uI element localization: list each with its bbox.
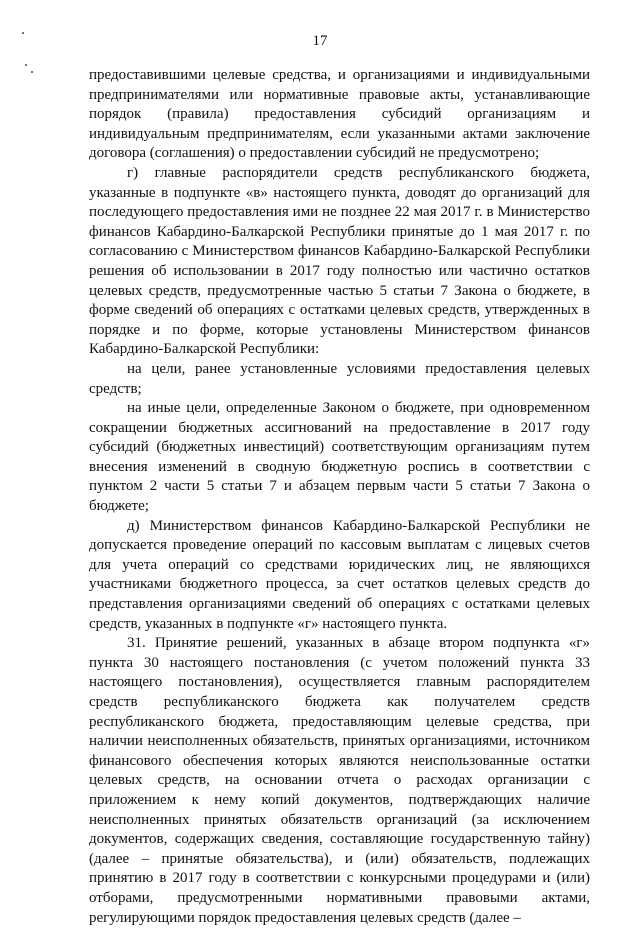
scan-speck xyxy=(25,64,27,66)
paragraph-purpose-other: на иные цели, определенные Законом о бюджете, при одновременном сокращении бюджетных ассигнований на предоставление в 2017 году субсидий (бюджетных инвестиций) соответствующим организациям путем внесения изменений в сводную бюджетную роспись в соответствии с пунктом 2 части 5 статьи 7 и абзацем первым части 5 статьи 7 Закона о бюджете; xyxy=(89,400,590,515)
page-number: 17 xyxy=(312,33,328,49)
paragraph-subitem-g: г) главные распорядители средств республиканского бюджета, указанные в подпункте «в» настоящего пункта, доводят до организаций для последующего предоставления ими не позднее 22 мая 2017 г. в Министерство финансов Кабардино-Балкарской Республики принятые до 1 мая 2017 г. по согласованию с Министерством финансов Кабардино-Балкарской Республики решения об использовании в 2017 году полностью или частично остатков целевых средств, предусмотренные частью 5 статьи 7 Закона о бюджете, в форме сведений об операциях с остатками целевых средств, утвержденных в порядке и по форме, которые установлены Министерством финансов Кабардино-Балкарской Республики: xyxy=(89,164,590,358)
document-body xyxy=(89,66,590,928)
paragraph-continuation: предоставившими целевые средства, и организациями и индивидуальными предпринимателями или нормативные правовые акты, устанавливающие порядок (правила) предоставления субсидий организациям и индивидуальным предпринимателям, если указанными актами заключение договора (соглашения) о предоставлении субсидий не предусмотрено; xyxy=(89,67,590,162)
paragraph-purpose-original: на цели, ранее установленные условиями предоставления целевых средств; xyxy=(89,360,590,397)
scan-speck xyxy=(31,71,33,73)
paragraph-item-31: 31. Принятие решений, указанных в абзаце втором подпункта «г» пункта 30 настоящего постановления (с учетом положений пункта 33 настоящего постановления), осуществляется главным распорядителем средств республиканского бюджета как получателем средств республиканского бюджета, предоставляющим целевые средства, при наличии неисполненных обязательств, принятых организациями, источником финансового обеспечения которых являются неиспользованные остатки целевых средств, на основании отчета о расходах организации с приложением к нему копий документов, подтверждающих наличие неисполненных принятых обязательств организаций (за исключением документов, содержащих сведения, составляющие государственную тайну) (далее – принятые обязательства), и (или) обязательств, подлежащих принятию в 2017 году в соответствии с конкурсными процедурами и (или) отборами, предусмотренными нормативными правовыми актами, регулирующими порядок предоставления целевых средств (далее – xyxy=(89,635,590,926)
paragraph-subitem-d: д) Министерством финансов Кабардино-Балкарской Республики не допускается проведение операций по кассовым выплатам с лицевых счетов для учета операций со средствами юридических лиц, не являющихся участниками бюджетного процесса, за счет остатков целевых средств до представления организациями сведений об операциях с остатками целевых средств, указанных в подпункте «г» настоящего пункта. xyxy=(89,517,590,632)
